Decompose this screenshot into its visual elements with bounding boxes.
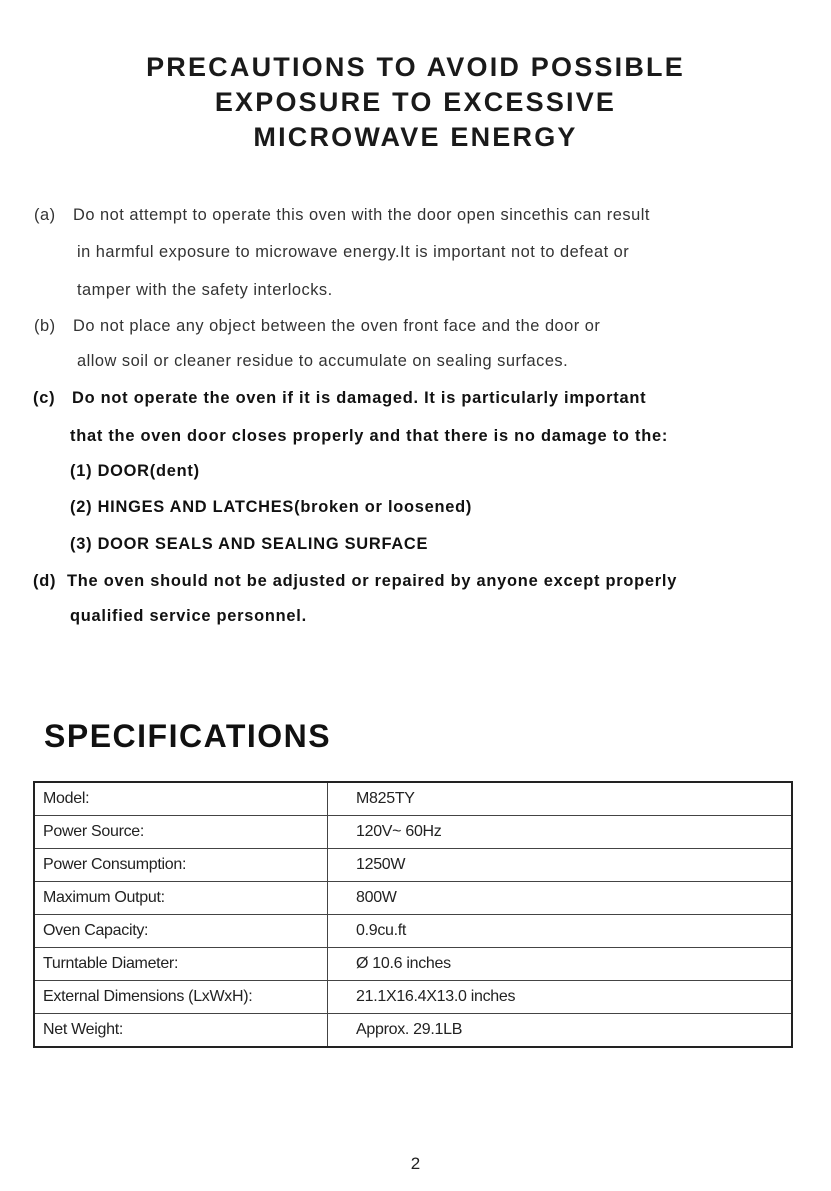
precaution-text-line: that the oven door closes properly and that there is no damage to the: [70,427,669,445]
precaution-text-line: qualified service personnel. [70,607,307,625]
table-row [34,981,792,1014]
spec-value: 120V~ 60Hz [328,816,793,849]
precaution-text-line: Do not place any object between the oven front face and the door or [73,317,601,335]
precaution-text-line: Do not operate the oven if it is damaged. It is particularly important [72,389,647,407]
spec-label: Power Consumption: [34,849,328,882]
table-row [34,882,792,915]
item-marker: (d) [33,572,57,590]
spec-value: 21.1X16.4X13.0 inches [328,981,793,1014]
title-line: MICROWAVE ENERGY [253,122,578,152]
table-row [34,915,792,948]
precaution-text-line: in harmful exposure to microwave energy.It is important not to defeat or [77,243,630,261]
precaution-text-line: The oven should not be adjusted or repaired by anyone except properly [67,572,678,590]
page-number: 2 [410,1154,421,1173]
damage-check-item: (1) DOOR(dent) [70,462,200,480]
damage-check-item: (3) DOOR SEALS AND SEALING SURFACE [70,535,429,553]
spec-label: Turntable Diameter: [34,948,328,981]
spec-label: Net Weight: [34,1014,328,1048]
item-marker: (b) [34,317,56,335]
page-title [0,50,831,155]
spec-label: Model: [34,782,328,816]
table-row [34,782,792,816]
spec-value: 800W [328,882,793,915]
item-marker: (a) [34,206,56,224]
precaution-text-line: allow soil or cleaner residue to accumulate on sealing surfaces. [77,352,569,370]
damage-check-item: (2) HINGES AND LATCHES(broken or loosened) [70,498,473,516]
table-row [34,948,792,981]
spec-label: Maximum Output: [34,882,328,915]
precaution-text-line: tamper with the safety interlocks. [77,281,333,299]
specifications-table [33,781,793,1048]
spec-label: Power Source: [34,816,328,849]
specifications-heading: SPECIFICATIONS [44,718,332,754]
table-row [34,1014,792,1048]
item-marker: (c) [33,389,56,407]
title-line: PRECAUTIONS TO AVOID POSSIBLE [146,52,685,82]
spec-value: M825TY [328,782,793,816]
spec-value: Approx. 29.1LB [328,1014,793,1048]
precaution-text-line: Do not attempt to operate this oven with the door open sincethis can result [73,206,650,224]
spec-value: 1250W [328,849,793,882]
title-line: EXPOSURE TO EXCESSIVE [214,87,617,117]
spec-label: Oven Capacity: [34,915,328,948]
table-row [34,816,792,849]
spec-label: External Dimensions (LxWxH): [34,981,328,1014]
spec-value: Ø 10.6 inches [328,948,793,981]
table-row [34,849,792,882]
spec-value: 0.9cu.ft [328,915,793,948]
